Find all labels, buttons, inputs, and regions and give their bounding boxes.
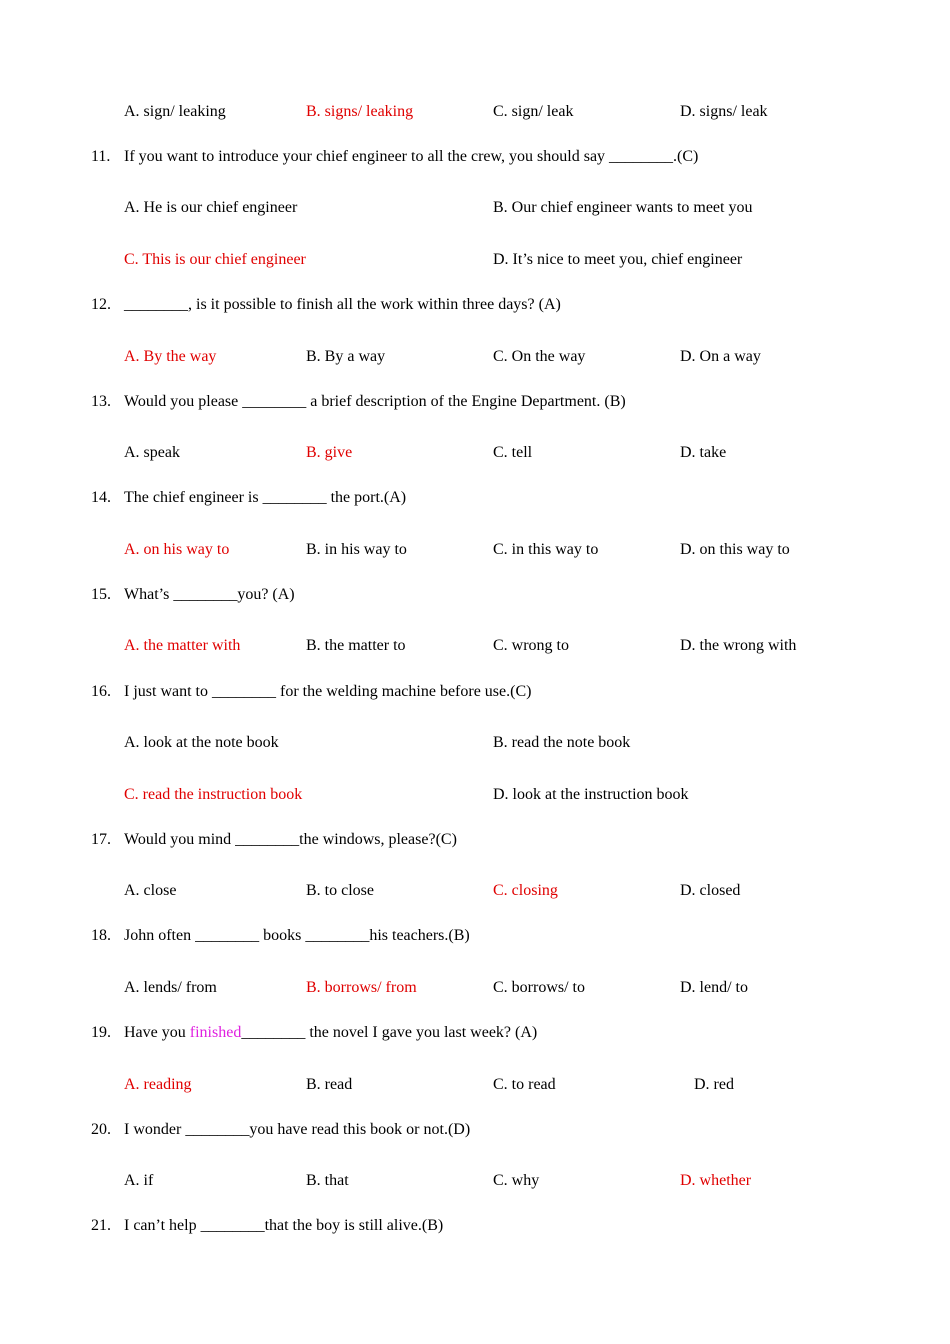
option-d: D. signs/ leak (680, 103, 768, 120)
option-a-answer: A. By the way (124, 348, 217, 365)
options-row-q16-1 (0, 731, 950, 755)
highlighted-word: finished (189, 1024, 242, 1041)
question-12 (0, 293, 950, 317)
question-text: What’s ________you? (A) (124, 586, 295, 603)
option-d: D. look at the instruction book (493, 786, 689, 803)
question-number: 15. (91, 586, 111, 603)
option-c-answer: C. closing (493, 882, 558, 899)
option-d: D. closed (680, 882, 741, 899)
question-text-post: ________ the novel I gave you last week? (A) (241, 1024, 538, 1041)
question-13 (0, 390, 950, 414)
option-c: C. borrows/ to (493, 979, 585, 996)
option-d: D. On a way (680, 348, 761, 365)
options-row-q10 (0, 100, 950, 124)
option-a: A. sign/ leaking (124, 103, 226, 120)
option-c: C. in this way to (493, 541, 599, 558)
options-row-q15 (0, 634, 950, 658)
question-19 (0, 1021, 950, 1045)
question-21 (0, 1214, 950, 1238)
question-14 (0, 486, 950, 510)
options-row-q19 (0, 1073, 950, 1097)
question-17 (0, 828, 950, 852)
option-b-answer: B. give (306, 444, 353, 461)
option-d: D. on this way to (680, 541, 790, 558)
option-d: D. red (694, 1076, 734, 1093)
question-text (124, 1021, 537, 1045)
options-row-q12 (0, 345, 950, 369)
question-11 (0, 145, 950, 169)
option-c: C. wrong to (493, 637, 569, 654)
question-number: 17. (91, 831, 111, 848)
question-number: 18. (91, 927, 111, 944)
option-d-answer: D. whether (680, 1172, 752, 1189)
question-text: Would you please ________ a brief description of the Engine Department. (B) (124, 393, 626, 410)
option-c: C. sign/ leak (493, 103, 574, 120)
question-16 (0, 680, 950, 704)
options-row-q20 (0, 1169, 950, 1193)
option-b: B. By a way (306, 348, 386, 365)
question-number: 12. (91, 296, 111, 313)
question-number: 19. (91, 1024, 111, 1041)
question-text: ________, is it possible to finish all the work within three days? (A) (124, 296, 561, 313)
options-row-q13 (0, 441, 950, 465)
option-c-answer: C. This is our chief engineer (124, 251, 306, 268)
question-20 (0, 1118, 950, 1142)
option-b: B. Our chief engineer wants to meet you (493, 199, 753, 216)
options-row-q18 (0, 976, 950, 1000)
option-a-answer: A. the matter with (124, 637, 241, 654)
question-number: 21. (91, 1217, 111, 1234)
question-number: 20. (91, 1121, 111, 1138)
options-row-q16-2 (0, 783, 950, 807)
option-c-answer: C. read the instruction book (124, 786, 303, 803)
option-c: C. why (493, 1172, 540, 1189)
option-c: C. tell (493, 444, 533, 461)
option-a: A. speak (124, 444, 180, 461)
question-text: If you want to introduce your chief engineer to all the crew, you should say ________.(C) (124, 148, 699, 165)
options-row-q17 (0, 879, 950, 903)
option-a: A. look at the note book (124, 734, 279, 751)
options-row-q11-2 (0, 248, 950, 272)
option-b: B. read the note book (493, 734, 631, 751)
option-b: B. to close (306, 882, 374, 899)
option-d: D. the wrong with (680, 637, 797, 654)
options-row-q11-1 (0, 196, 950, 220)
option-d: D. It’s nice to meet you, chief engineer (493, 251, 743, 268)
option-b-answer: B. signs/ leaking (306, 103, 414, 120)
question-text: John often ________ books ________his teachers.(B) (124, 927, 470, 944)
question-text: I just want to ________ for the welding machine before use.(C) (124, 683, 532, 700)
option-a: A. close (124, 882, 177, 899)
question-number: 13. (91, 393, 111, 410)
option-b: B. read (306, 1076, 353, 1093)
option-d: D. take (680, 444, 727, 461)
option-a: A. He is our chief engineer (124, 199, 298, 216)
question-15 (0, 583, 950, 607)
option-a: A. lends/ from (124, 979, 217, 996)
option-b-answer: B. borrows/ from (306, 979, 417, 996)
question-number: 11. (91, 148, 111, 165)
question-text-pre: Have you (124, 1024, 190, 1041)
question-text: The chief engineer is ________ the port.(A) (124, 489, 407, 506)
option-a-answer: A. on his way to (124, 541, 230, 558)
options-row-q14 (0, 538, 950, 562)
option-a: A. if (124, 1172, 154, 1189)
option-b: B. in his way to (306, 541, 407, 558)
option-d: D. lend/ to (680, 979, 748, 996)
option-c: C. On the way (493, 348, 586, 365)
option-a-answer: A. reading (124, 1076, 192, 1093)
question-text: Would you mind ________the windows, please?(C) (124, 831, 457, 848)
option-b: B. that (306, 1172, 349, 1189)
question-text: I can’t help ________that the boy is still alive.(B) (124, 1217, 444, 1234)
question-number: 14. (91, 489, 111, 506)
option-c: C. to read (493, 1076, 556, 1093)
question-number: 16. (91, 683, 111, 700)
question-18 (0, 924, 950, 948)
option-b: B. the matter to (306, 637, 406, 654)
question-text: I wonder ________you have read this book or not.(D) (124, 1121, 471, 1138)
